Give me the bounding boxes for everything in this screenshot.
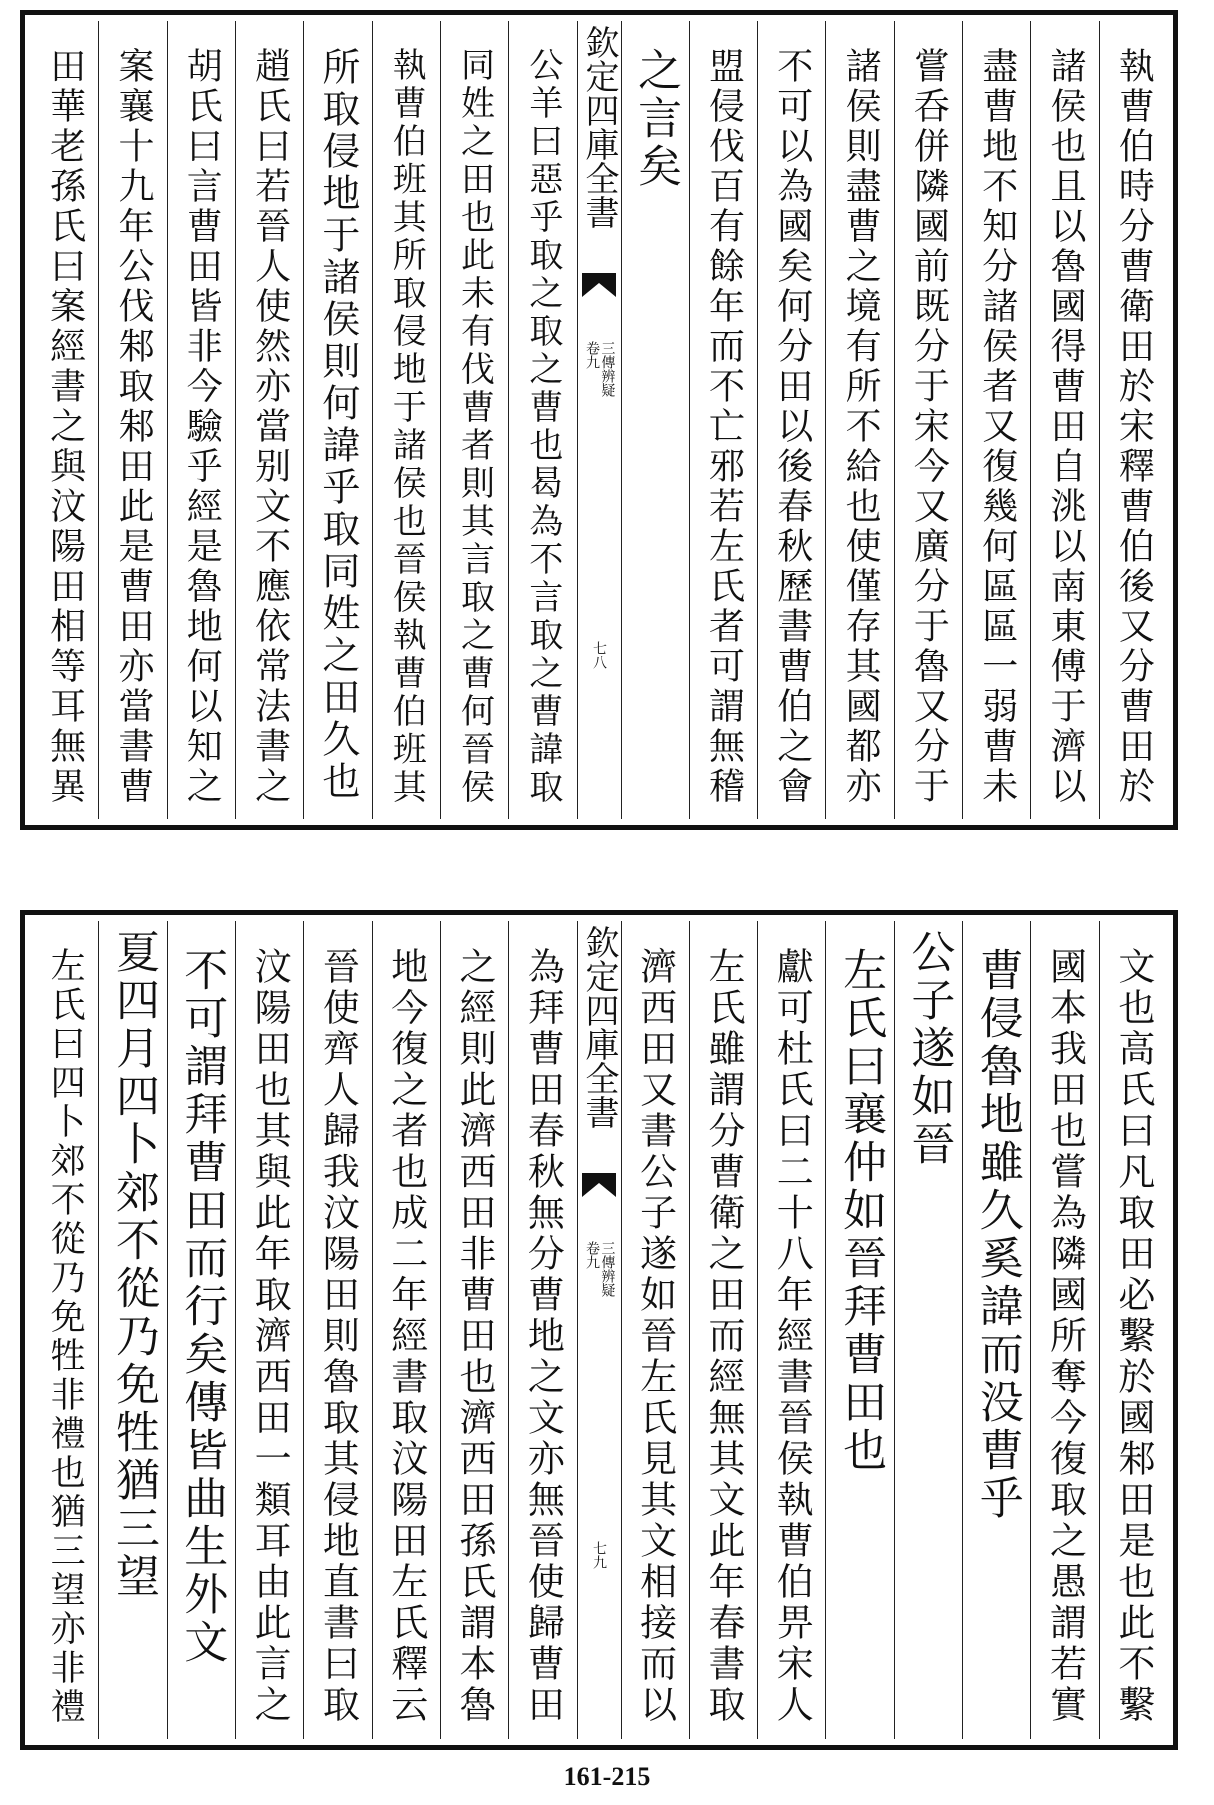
column-text: 不可謂拜曹田而行矣傳皆曲生外文 bbox=[176, 947, 228, 1667]
bottom-page-frame bbox=[20, 910, 1178, 1750]
column-text: 濟西田又書公子遂如晉左氏見其文相接而以 bbox=[633, 947, 677, 1726]
column-text: 左氏曰襄仲如晉拜曹田也 bbox=[835, 947, 887, 1475]
text-column bbox=[440, 21, 508, 819]
text-column bbox=[621, 21, 689, 819]
column-text: 曹侵魯地雖久奚諱而没曹乎 bbox=[971, 947, 1023, 1523]
column-text: 諸侯也且以魯國得曹田自洮以南東傅于濟以 bbox=[1045, 47, 1087, 807]
column-text: 所取侵地于諸侯則何諱乎取同姓之田久也 bbox=[315, 47, 360, 803]
text-column bbox=[757, 21, 825, 819]
column-text: 之經則此濟西田非曹田也濟西田孫氏謂本魯 bbox=[453, 947, 497, 1726]
text-column bbox=[31, 921, 98, 1739]
text-column bbox=[689, 21, 757, 819]
text-column bbox=[98, 921, 166, 1739]
column-text: 嘗呑併隣國前既分于宋今又廣分于魯又分于 bbox=[908, 47, 950, 807]
fishtail-mark-icon bbox=[582, 1173, 616, 1197]
column-text: 執曹伯時分曹衛田於宋釋曹伯後又分曹田於 bbox=[1113, 47, 1155, 807]
center-volume: 卷九 bbox=[584, 341, 600, 369]
text-column bbox=[167, 921, 235, 1739]
text-column bbox=[894, 921, 962, 1739]
text-column bbox=[962, 921, 1030, 1739]
text-column bbox=[508, 21, 576, 819]
column-text: 趙氏曰若晉人使然亦當别文不應依常法書之 bbox=[249, 47, 291, 807]
center-book-title: 三傳辨疑 bbox=[599, 341, 616, 397]
column-text: 為拜曹田春秋無分曹地之文亦無晉使歸曹田 bbox=[521, 947, 565, 1726]
text-column bbox=[689, 921, 757, 1739]
column-text: 田華老孫氏曰案經書之與汶陽田相等耳無異 bbox=[44, 47, 86, 807]
text-column bbox=[167, 21, 235, 819]
text-column bbox=[621, 921, 689, 1739]
center-fold-column bbox=[577, 921, 621, 1739]
text-column bbox=[372, 921, 440, 1739]
column-text: 獻可杜氏曰二十八年經書晉侯執曹伯畀宋人 bbox=[770, 947, 814, 1726]
text-column bbox=[1099, 21, 1167, 819]
text-column bbox=[372, 21, 440, 819]
center-page-number: 七八 bbox=[591, 641, 607, 669]
text-column bbox=[1030, 21, 1098, 819]
text-column bbox=[825, 21, 893, 819]
fishtail-mark-icon bbox=[582, 273, 616, 297]
column-text: 地今復之者也成二年經書取汶陽田左氏釋云 bbox=[384, 947, 428, 1726]
center-fold-column bbox=[577, 21, 621, 819]
top-page-columns bbox=[31, 21, 1167, 819]
column-text: 同姓之田也此未有伐曹者則其言取之曹何晉侯 bbox=[454, 47, 495, 807]
column-text: 公羊曰惡乎取之取之曹也曷為不言取之曹諱取 bbox=[522, 47, 563, 807]
center-volume: 卷九 bbox=[584, 1241, 600, 1269]
column-text: 之言矣 bbox=[630, 47, 682, 191]
page-number-footer: 161-215 bbox=[563, 1762, 651, 1791]
column-text: 胡氏曰言曹田皆非今驗乎經是魯地何以知之 bbox=[181, 47, 223, 807]
column-text: 不可以為國矣何分田以後春秋歷書曹伯之會 bbox=[771, 47, 813, 807]
column-text: 執曹伯班其所取侵地于諸侯也晉侯執曹伯班其 bbox=[386, 47, 427, 807]
column-text: 夏四月四卜郊不從乃免牲猶三望 bbox=[107, 929, 159, 1601]
text-column bbox=[31, 21, 98, 819]
text-column bbox=[508, 921, 576, 1739]
column-text: 左氏曰四卜郊不從乃免牲非禮也猶三望亦非禮 bbox=[45, 947, 86, 1727]
text-column bbox=[1030, 921, 1098, 1739]
column-text: 諸侯則盡曹之境有所不給也使僅存其國都亦 bbox=[840, 47, 882, 807]
text-column bbox=[1099, 921, 1167, 1739]
text-column bbox=[303, 21, 371, 819]
bottom-page-columns bbox=[31, 921, 1167, 1739]
column-text: 左氏雖謂分曹衛之田而經無其文此年春書取 bbox=[701, 947, 745, 1726]
column-text: 案襄十九年公伐邾取邾田此是曹田亦當書曹 bbox=[112, 47, 154, 807]
column-text: 晉使齊人歸我汶陽田則魯取其侵地直書曰取 bbox=[316, 947, 360, 1726]
text-column bbox=[894, 21, 962, 819]
center-info bbox=[584, 341, 615, 397]
text-column bbox=[825, 921, 893, 1739]
column-text: 盡曹地不知分諸侯者又復幾何區區一弱曹未 bbox=[976, 47, 1018, 807]
column-text: 盟侵伐百有餘年而不亡邪若左氏者可謂無稽 bbox=[703, 47, 745, 807]
text-column bbox=[235, 921, 303, 1739]
text-column bbox=[303, 921, 371, 1739]
text-column bbox=[757, 921, 825, 1739]
column-text: 汶陽田也其與此年取濟西田一類耳由此言之 bbox=[248, 947, 292, 1726]
column-text: 公子遂如晉 bbox=[903, 929, 955, 1169]
center-page-number: 七九 bbox=[591, 1541, 607, 1569]
column-text: 文也高氏曰凡取田必繫於國邾田是也此不繫 bbox=[1111, 947, 1155, 1726]
top-page-frame bbox=[20, 10, 1178, 830]
center-info bbox=[584, 1241, 615, 1297]
text-column bbox=[235, 21, 303, 819]
center-title: 欽定四庫全書 bbox=[579, 25, 619, 229]
text-column bbox=[98, 21, 166, 819]
column-text: 國本我田也嘗為隣國所奪今復取之愚謂若實 bbox=[1043, 947, 1087, 1726]
center-book-title: 三傳辨疑 bbox=[599, 1241, 616, 1297]
text-column bbox=[440, 921, 508, 1739]
text-column bbox=[962, 21, 1030, 819]
center-title: 欽定四庫全書 bbox=[579, 925, 619, 1129]
